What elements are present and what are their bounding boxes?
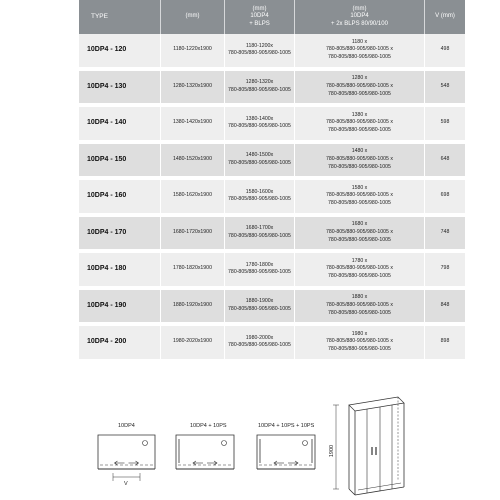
table-row [79, 144, 465, 181]
cell-line: 780-805/880-905/980-1005 [328, 127, 391, 134]
cell-line: 780-805/880-905/980-1005 [328, 200, 391, 207]
table-row [79, 107, 465, 144]
table-row [79, 217, 465, 254]
cell-line: 1580-1600x [245, 188, 274, 195]
cell-line: 1180-1200x [245, 42, 273, 49]
cell-line: 780-805/880-905/980-1005 [228, 50, 291, 57]
range-cell: 1480-1520x1900 [161, 144, 225, 181]
v-cell: 798 [425, 253, 465, 290]
table-row [79, 290, 465, 327]
cell-line: 1180 x [351, 38, 368, 45]
header-line: + BLPS [249, 20, 270, 27]
blps2-cell [295, 290, 425, 327]
plan-drawing-0 [98, 435, 155, 469]
blps-cell [225, 144, 295, 181]
type-cell: 10DP4 - 170 [79, 217, 161, 254]
range-cell: 1880-1920x1900 [161, 290, 225, 327]
v-cell: 498 [425, 34, 465, 71]
cell-line: 780-805/880-905/980-1005 [328, 346, 391, 353]
cell-line: 780-805/880-905/980-1005 x [326, 46, 393, 53]
diagram-label-1: 10DP4 + 10PS [190, 423, 227, 429]
cell-line: 780-805/880-905/980-1005 [328, 54, 391, 61]
diagrams-area [0, 385, 500, 500]
cell-line: 1280 x [351, 75, 368, 82]
type-cell: 10DP4 - 130 [79, 71, 161, 108]
header-line: TYPE [91, 12, 108, 20]
cell-line: 780-805/880-905/980-1005 [228, 159, 291, 166]
header-line: (mm) [352, 5, 367, 12]
cell-line: 1980-2000x [245, 334, 274, 341]
blps-cell [225, 290, 295, 327]
cell-line: 780-805/880-905/980-1005 [228, 123, 291, 130]
header-line: 10DP4 [350, 13, 369, 20]
range-cell: 1680-1720x1900 [161, 217, 225, 254]
cell-line: 780-805/880-905/980-1005 [228, 232, 291, 239]
table-header-row [79, 0, 465, 34]
cell-line: 780-805/880-905/980-1005 x [326, 82, 393, 89]
header-line: (mm) [252, 5, 267, 12]
v-dimension [113, 473, 140, 481]
cell-line: 1580 x [351, 184, 368, 191]
header-cell-4 [425, 0, 465, 34]
blps2-cell [295, 326, 425, 363]
diagram-label-2: 10DP4 + 10PS + 10PS [258, 423, 315, 429]
blps-cell [225, 180, 295, 217]
range-cell: 1780-1820x1900 [161, 253, 225, 290]
cell-line: 780-805/880-905/980-1005 x [326, 119, 393, 126]
header-line: (mm) [185, 13, 200, 20]
cell-line: 1480 x [351, 148, 368, 155]
blps-cell [225, 107, 295, 144]
blps-cell [225, 34, 295, 71]
blps-cell [225, 217, 295, 254]
v-cell: 548 [425, 71, 465, 108]
blps2-cell [295, 144, 425, 181]
blps-cell [225, 71, 295, 108]
height-dimension-label: 1900 [329, 444, 335, 458]
v-cell: 698 [425, 180, 465, 217]
v-cell: 598 [425, 107, 465, 144]
cell-line: 780-805/880-905/980-1005 [328, 163, 391, 170]
cell-line: 1780 x [351, 257, 368, 264]
header-cell-1 [161, 0, 225, 34]
type-cell: 10DP4 - 140 [79, 107, 161, 144]
cell-line: 780-805/880-905/980-1005 x [326, 338, 393, 345]
plan-drawing-2 [257, 435, 315, 469]
table-row [79, 34, 465, 71]
type-cell: 10DP4 - 180 [79, 253, 161, 290]
blps2-cell [295, 34, 425, 71]
cell-line: 780-805/880-905/980-1005 [328, 273, 391, 280]
cell-line: 780-805/880-905/980-1005 x [326, 155, 393, 162]
header-line: 10DP4 [250, 13, 269, 20]
blps2-cell [295, 217, 425, 254]
table-row [79, 253, 465, 290]
cell-line: 780-805/880-905/980-1005 [328, 90, 391, 97]
cell-line: 780-805/880-905/980-1005 [228, 305, 291, 312]
cell-line: 1980 x [351, 330, 368, 337]
cell-line: 780-805/880-905/980-1005 x [326, 228, 393, 235]
dimensions-table [79, 0, 465, 363]
cell-line: 780-805/880-905/980-1005 [228, 342, 291, 349]
table-body [79, 34, 465, 363]
table-row [79, 71, 465, 108]
blps2-cell [295, 180, 425, 217]
table-row [79, 326, 465, 363]
header-cell-2 [225, 0, 295, 34]
diagram-label-0: 10DP4 [118, 423, 135, 429]
range-cell: 1980-2020x1900 [161, 326, 225, 363]
blps2-cell [295, 107, 425, 144]
cell-line: 1880 x [351, 294, 368, 301]
range-cell: 1580-1620x1900 [161, 180, 225, 217]
v-cell: 848 [425, 290, 465, 327]
cell-line: 1780-1800x [245, 261, 274, 268]
cell-line: 1880-1900x [245, 298, 274, 305]
cell-line: 780-805/880-905/980-1005 [228, 269, 291, 276]
cell-line: 780-805/880-905/980-1005 x [326, 192, 393, 199]
blps-cell [225, 326, 295, 363]
cell-line: 780-805/880-905/980-1005 [328, 236, 391, 243]
type-cell: 10DP4 - 200 [79, 326, 161, 363]
cell-line: 1680-1700x [245, 225, 274, 232]
cell-line: 780-805/880-905/980-1005 x [326, 301, 393, 308]
v-cell: 648 [425, 144, 465, 181]
cell-line: 1480-1500x [245, 152, 274, 159]
cell-line: 780-805/880-905/980-1005 x [326, 265, 393, 272]
blps2-cell [295, 253, 425, 290]
table-row [79, 180, 465, 217]
v-cell: 898 [425, 326, 465, 363]
blps2-cell [295, 71, 425, 108]
cell-line: 780-805/880-905/980-1005 [328, 309, 391, 316]
v-cell: 748 [425, 217, 465, 254]
cell-line: 1380 x [351, 111, 368, 118]
type-cell: 10DP4 - 120 [79, 34, 161, 71]
header-line: + 2x BLPS 80/90/100 [331, 20, 388, 27]
range-cell: 1380-1420x1900 [161, 107, 225, 144]
header-cell-0 [79, 0, 161, 34]
header-cell-3 [295, 0, 425, 34]
type-cell: 10DP4 - 190 [79, 290, 161, 327]
cell-line: 1380-1400x [245, 115, 274, 122]
type-cell: 10DP4 - 150 [79, 144, 161, 181]
v-dimension-label: V [124, 481, 128, 487]
range-cell: 1280-1320x1900 [161, 71, 225, 108]
range-cell: 1180-1220x1900 [161, 34, 225, 71]
type-cell: 10DP4 - 160 [79, 180, 161, 217]
cell-line: 780-805/880-905/980-1005 [228, 196, 291, 203]
plan-drawing-1 [176, 435, 234, 469]
cell-line: 780-805/880-905/980-1005 [228, 86, 291, 93]
blps-cell [225, 253, 295, 290]
enclosure-3d-drawing [333, 397, 404, 495]
header-line: V (mm) [435, 13, 455, 20]
cell-line: 1680 x [351, 221, 368, 228]
cell-line: 1280-1320x [245, 79, 274, 86]
